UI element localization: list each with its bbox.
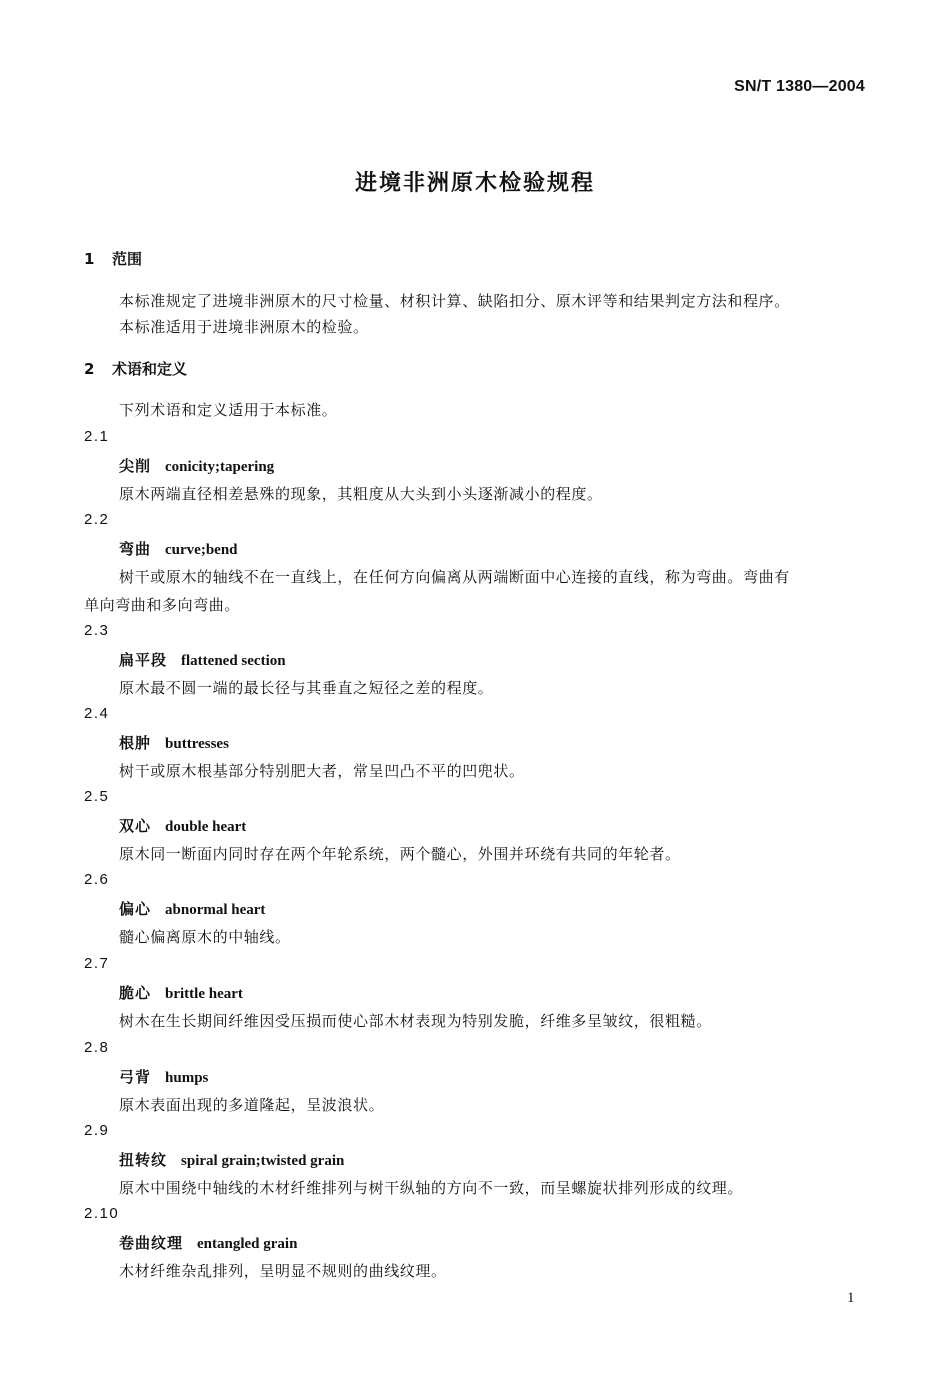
section-1-paragraph: 本标准规定了进境非洲原木的尺寸检量、材积计算、缺陷扣分、原木评等和结果判定方法和程序。 [119, 292, 790, 310]
term-definition: 原木表面出现的多道隆起，呈波浪状。 [119, 1096, 385, 1114]
section-1-heading [84, 248, 142, 269]
term-en: buttresses [165, 736, 229, 752]
clause-number: 2.6 [84, 871, 110, 888]
clause-number: 2.4 [84, 705, 110, 722]
term-entry [119, 982, 243, 1003]
standard-code: SN/T 1380—2004 [734, 78, 865, 95]
term-entry [119, 732, 229, 753]
term-zh: 偏心 [119, 900, 152, 918]
document-title: 进境非洲原木检验规程 [354, 171, 595, 196]
term-entry [119, 1149, 344, 1170]
clause-number: 2.9 [84, 1122, 110, 1139]
term-en: flattened section [181, 653, 286, 669]
term-definition: 树木在生长期间纤维因受压损而使心部木材表现为特别发脆，纤维多呈皱纹，很粗糙。 [119, 1012, 712, 1030]
term-en: abnormal heart [165, 902, 266, 918]
term-definition: 原木两端直径相差悬殊的现象，其粗度从大头到小头逐渐减小的程度。 [119, 485, 603, 503]
term-en: spiral grain;twisted grain [181, 1153, 345, 1169]
term-entry [119, 538, 238, 559]
term-entry [119, 898, 265, 919]
term-definition: 髓心偏离原木的中轴线。 [119, 928, 291, 946]
section-number: 1 [84, 250, 95, 268]
term-zh: 扭转纹 [119, 1151, 168, 1169]
clause-number: 2.7 [84, 955, 110, 972]
term-definition: 树干或原木的轴线不在一直线上，在任何方向偏离从两端断面中心连接的直线，称为弯曲。弯曲有 [119, 568, 790, 586]
clause-number: 2.2 [84, 511, 110, 528]
term-en: double heart [165, 819, 247, 835]
term-zh: 弓背 [119, 1068, 152, 1086]
term-definition: 原木同一断面内同时存在两个年轮系统，两个髓心，外围并环绕有共同的年轮者。 [119, 845, 681, 863]
term-en: brittle heart [165, 986, 243, 1002]
term-zh: 双心 [119, 817, 152, 835]
section-title: 术语和定义 [112, 360, 188, 378]
term-definition: 原木最不圆一端的最长径与其垂直之短径之差的程度。 [119, 679, 494, 697]
clause-number: 2.1 [84, 428, 110, 445]
clause-number: 2.5 [84, 788, 110, 805]
term-zh: 根肿 [119, 734, 152, 752]
term-definition: 木材纤维杂乱排列，呈明显不规则的曲线纹理。 [119, 1262, 447, 1280]
term-entry [119, 815, 246, 836]
term-definition-continued: 单向弯曲和多向弯曲。 [84, 596, 241, 614]
clause-number: 2.10 [84, 1205, 120, 1222]
term-zh: 扁平段 [119, 651, 168, 669]
term-definition: 树干或原木根基部分特别肥大者，常呈凹凸不平的凹兜状。 [119, 762, 525, 780]
term-entry [119, 1232, 297, 1253]
page-number: 1 [847, 1290, 855, 1306]
term-zh: 卷曲纹理 [119, 1234, 184, 1252]
term-definition: 原木中围绕中轴线的木材纤维排列与树干纵轴的方向不一致，而呈螺旋状排列形成的纹理。 [119, 1179, 744, 1197]
section-1-paragraph: 本标准适用于进境非洲原木的检验。 [119, 318, 369, 336]
section-number: 2 [84, 360, 95, 378]
term-zh: 尖削 [119, 457, 152, 475]
term-en: curve;bend [165, 542, 238, 558]
term-zh: 弯曲 [119, 540, 152, 558]
section-2-intro: 下列术语和定义适用于本标准。 [119, 401, 338, 419]
term-zh: 脆心 [119, 984, 152, 1002]
clause-number: 2.8 [84, 1039, 110, 1056]
section-2-heading [84, 358, 187, 379]
term-en: humps [165, 1070, 209, 1086]
term-en: conicity;tapering [165, 459, 275, 475]
term-entry [119, 455, 274, 476]
term-entry [119, 649, 286, 670]
clause-number: 2.3 [84, 622, 110, 639]
term-entry [119, 1066, 208, 1087]
section-title: 范围 [112, 250, 143, 268]
term-en: entangled grain [197, 1236, 298, 1252]
